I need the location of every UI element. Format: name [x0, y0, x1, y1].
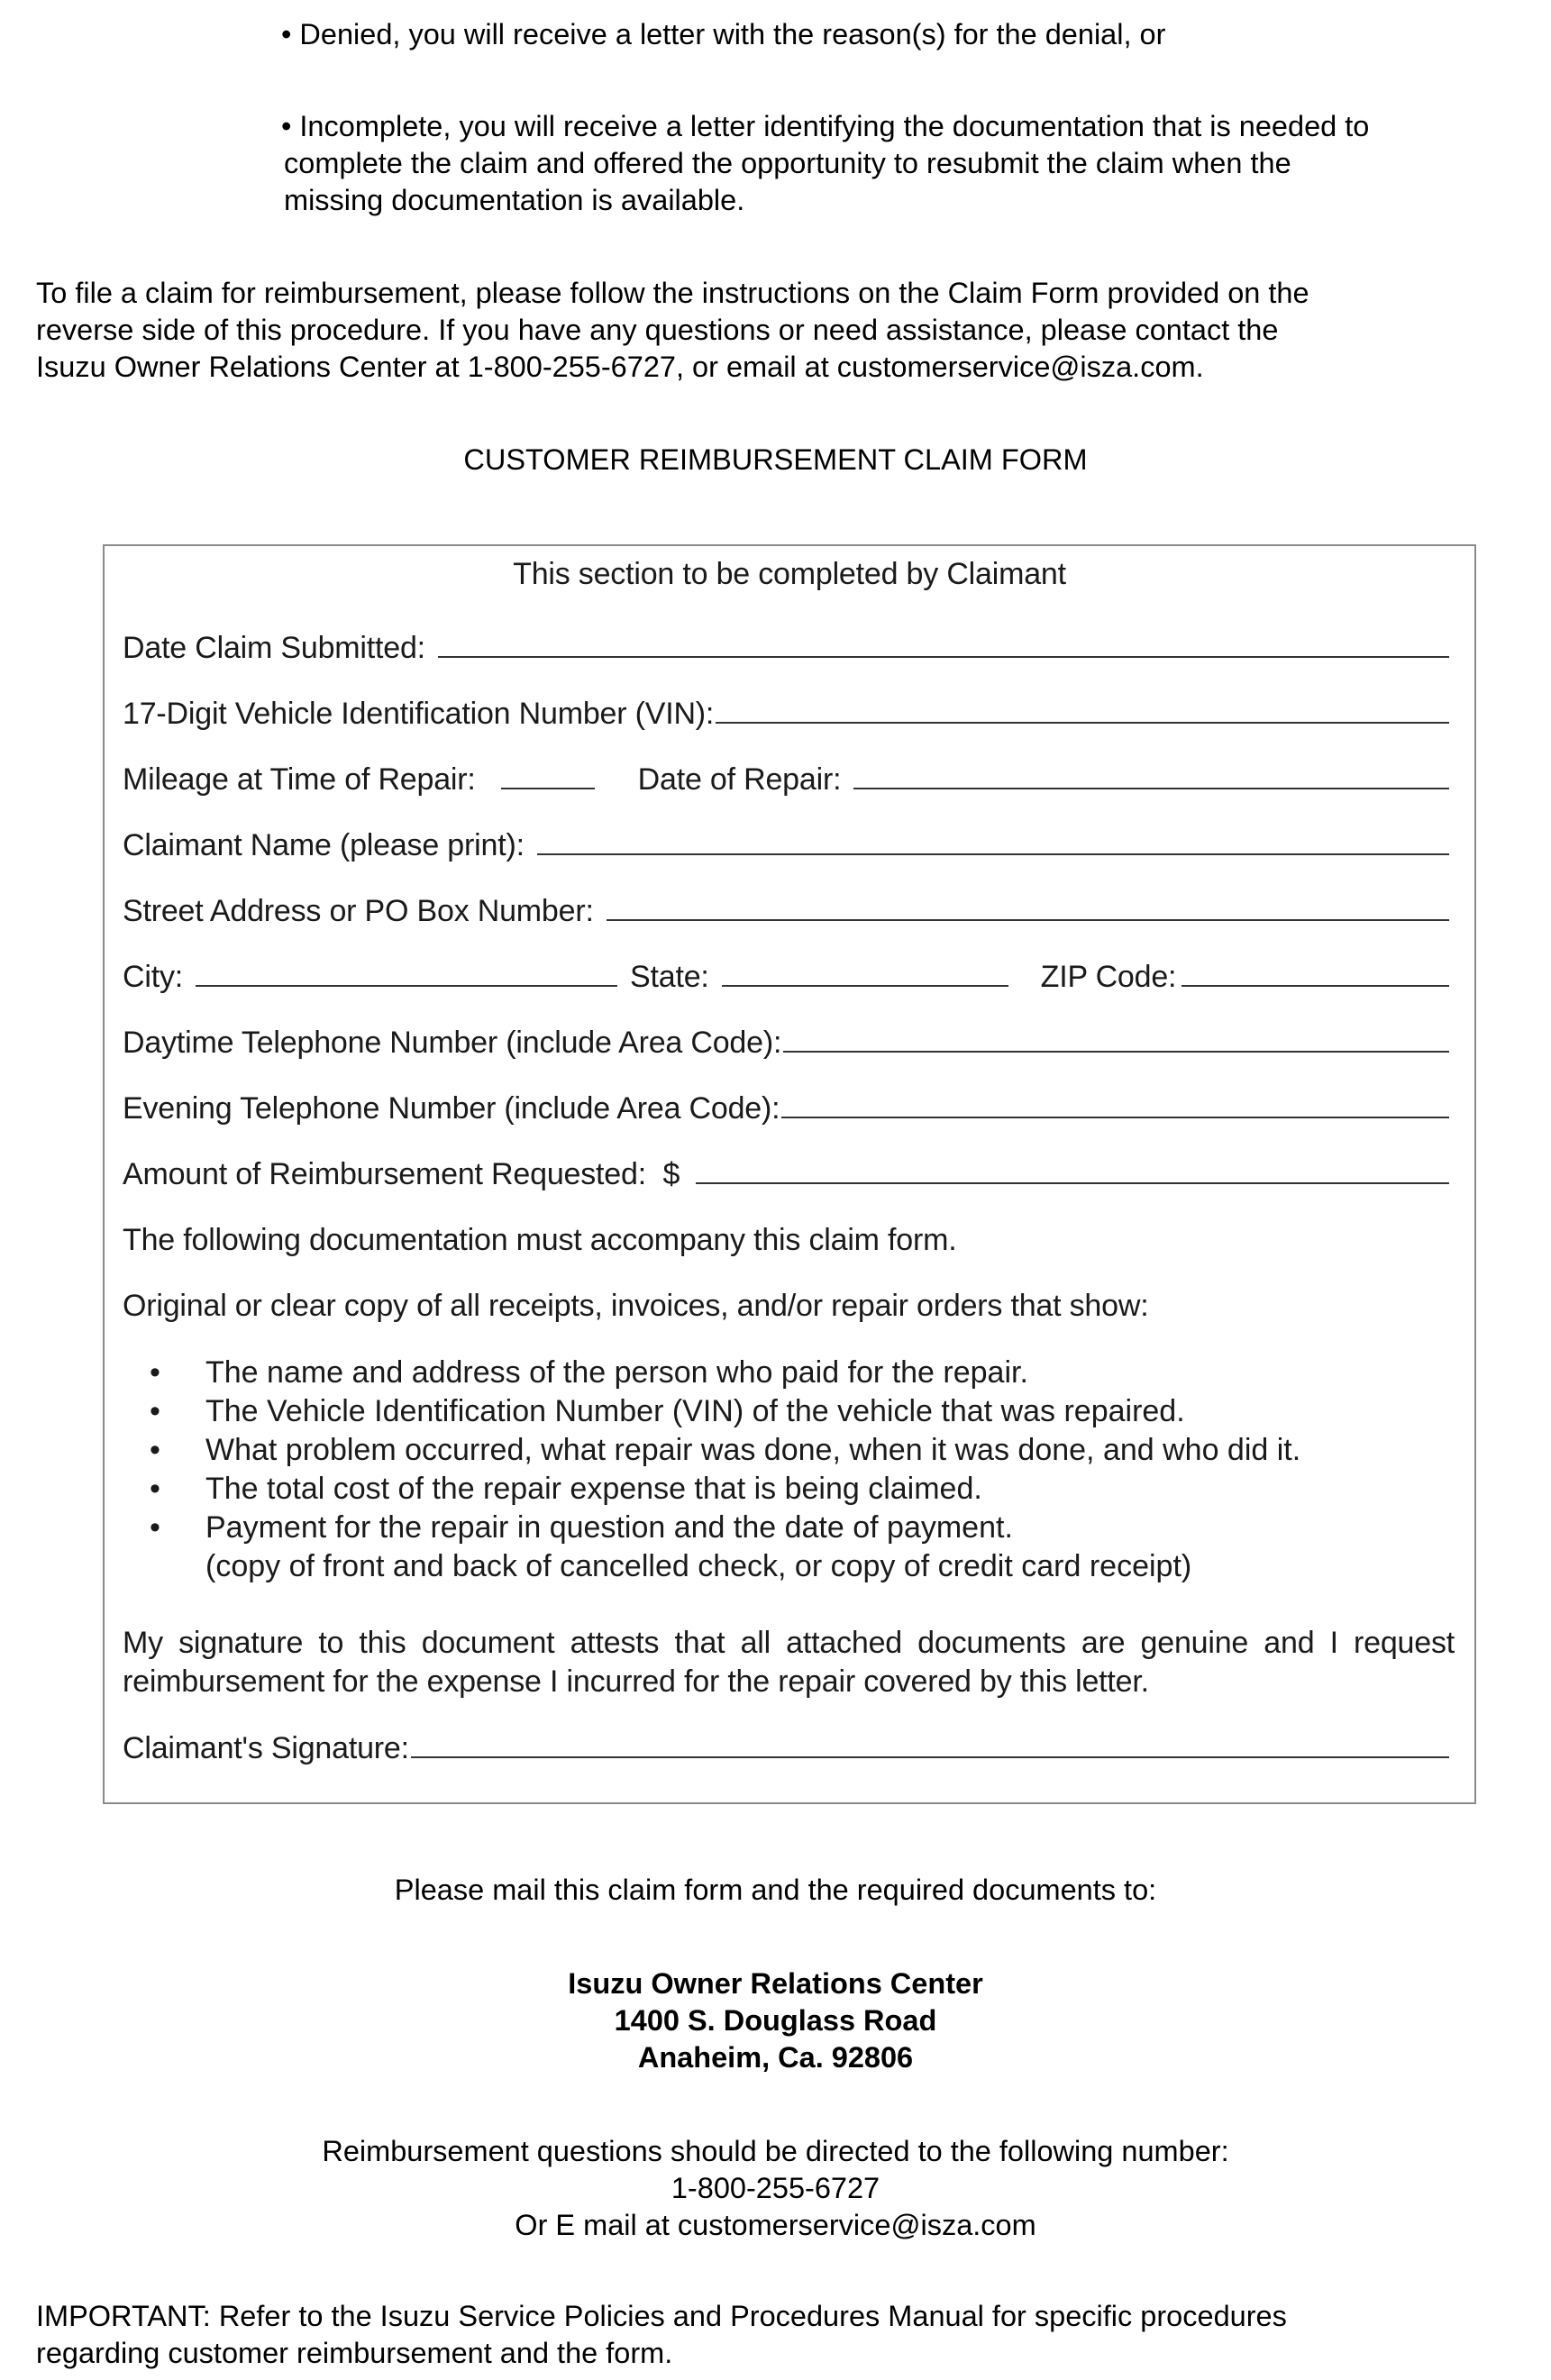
city-state-zip-row — [123, 958, 1449, 996]
list-item-continuation: (copy of front and back of cancelled check, or copy of credit card receipt) — [205, 1549, 1192, 1583]
claimant-name-label: Claimant Name (please print): — [123, 828, 525, 862]
mileage-field[interactable] — [501, 764, 595, 789]
docs-required-text: The following documentation must accompany this claim form. — [123, 1223, 957, 1257]
city-label: City: — [123, 960, 184, 994]
bullet-incomplete-line: • Incomplete, you will receive a letter identifying the documentation that is needed to — [281, 110, 1370, 142]
bullet-symbol: • — [150, 1394, 160, 1428]
bullet-denied: • Denied, you will receive a letter with the reason(s) for the denial, or — [281, 18, 1166, 50]
form-section-heading: This section to be completed by Claimant — [513, 557, 1066, 591]
vin-row — [123, 695, 1449, 733]
state-field[interactable] — [722, 962, 1008, 987]
address-line: Isuzu Owner Relations Center — [568, 1967, 983, 2000]
signature-field[interactable] — [411, 1733, 1449, 1758]
evening-phone-label: Evening Telephone Number (include Area Code): — [123, 1091, 780, 1126]
street-field[interactable] — [607, 896, 1449, 921]
city-field[interactable] — [196, 962, 617, 987]
zip-field[interactable] — [1181, 962, 1449, 987]
contact-phone: 1-800-255-6727 — [671, 2172, 880, 2204]
important-line: IMPORTANT: Refer to the Isuzu Service Policies and Procedures Manual for specific procedures — [36, 2300, 1287, 2332]
date-repair-label: Date of Repair: — [637, 762, 842, 797]
evening-phone-row — [123, 1090, 1449, 1127]
vin-field[interactable] — [716, 698, 1449, 724]
claimant-name-field[interactable] — [537, 830, 1449, 855]
date-submitted-row — [123, 629, 1449, 667]
mail-intro: Please mail this claim form and the required documents to: — [394, 1874, 1157, 1906]
daytime-phone-row — [123, 1024, 1449, 1062]
bullet-symbol: • — [150, 1510, 160, 1545]
bullet-incomplete — [281, 108, 1369, 219]
amount-row — [123, 1155, 1449, 1193]
contact-intro: Reimbursement questions should be directed to the following number: — [322, 2135, 1229, 2167]
signature-label: Claimant's Signature: — [123, 1731, 409, 1765]
amount-field[interactable] — [696, 1159, 1449, 1184]
state-label: State: — [630, 960, 709, 994]
intro-line: Isuzu Owner Relations Center at 1-800-255-6727, or email at customerservice@isza.com. — [36, 351, 1204, 383]
contact-email: Or E mail at customerservice@isza.com — [515, 2209, 1036, 2241]
list-item: • What problem occurred, what repair was done, when it was done, and who did it. — [150, 1431, 1300, 1470]
intro-line: reverse side of this procedure. If you have any questions or need assistance, please contact the — [36, 314, 1279, 346]
bullet-incomplete-line: complete the claim and offered the opportunity to resubmit the claim when the — [284, 147, 1291, 179]
list-item: • The total cost of the repair expense that is being claimed. — [150, 1470, 1300, 1509]
attestation-text: My signature to this document attests that all attached documents are genuine and I request reimbursement for the expense I incurred for the repair covered by this letter. — [123, 1626, 1455, 1699]
required-docs-list — [150, 1354, 1300, 1586]
vin-label: 17-Digit Vehicle Identification Number (VIN): — [123, 697, 715, 731]
bullet-symbol: • — [150, 1433, 160, 1467]
signature-row — [123, 1729, 1449, 1767]
zip-label: ZIP Code: — [1040, 960, 1177, 994]
claimant-name-row — [123, 826, 1449, 864]
date-submitted-field[interactable] — [438, 633, 1449, 658]
mileage-date-row — [123, 761, 1449, 798]
date-submitted-label: Date Claim Submitted: — [123, 631, 425, 665]
address-line: Anaheim, Ca. 92806 — [637, 2041, 914, 2074]
bullet-symbol: • — [150, 1355, 160, 1390]
claim-form-box — [103, 544, 1476, 1804]
amount-label: Amount of Reimbursement Requested: $ — [123, 1157, 680, 1191]
list-item: • Payment for the repair in question and the date of payment. — [150, 1509, 1300, 1547]
intro-line: To file a claim for reimbursement, please follow the instructions on the Claim Form provided on the — [36, 277, 1309, 309]
daytime-phone-field[interactable] — [783, 1027, 1449, 1053]
address-line: 1400 S. Douglass Road — [614, 2004, 937, 2037]
evening-phone-field[interactable] — [781, 1093, 1449, 1118]
bullet-incomplete-line: missing documentation is available. — [284, 184, 745, 216]
date-repair-field[interactable] — [853, 764, 1449, 789]
intro-paragraph — [36, 275, 1309, 386]
daytime-phone-label: Daytime Telephone Number (include Area Code): — [123, 1026, 782, 1060]
list-item: • The name and address of the person who paid for the repair. — [150, 1354, 1300, 1392]
receipts-intro-text: Original or clear copy of all receipts, invoices, and/or repair orders that show: — [123, 1289, 1149, 1323]
important-note — [36, 2298, 1287, 2372]
street-row — [123, 892, 1449, 930]
street-label: Street Address or PO Box Number: — [123, 894, 594, 928]
form-title: CUSTOMER REIMBURSEMENT CLAIM FORM — [463, 443, 1088, 476]
bullet-symbol: • — [150, 1472, 160, 1506]
list-item: • The Vehicle Identification Number (VIN) of the vehicle that was repaired. — [150, 1392, 1300, 1431]
important-line: regarding customer reimbursement and the form. — [36, 2337, 673, 2369]
mileage-label: Mileage at Time of Repair: — [123, 762, 476, 797]
